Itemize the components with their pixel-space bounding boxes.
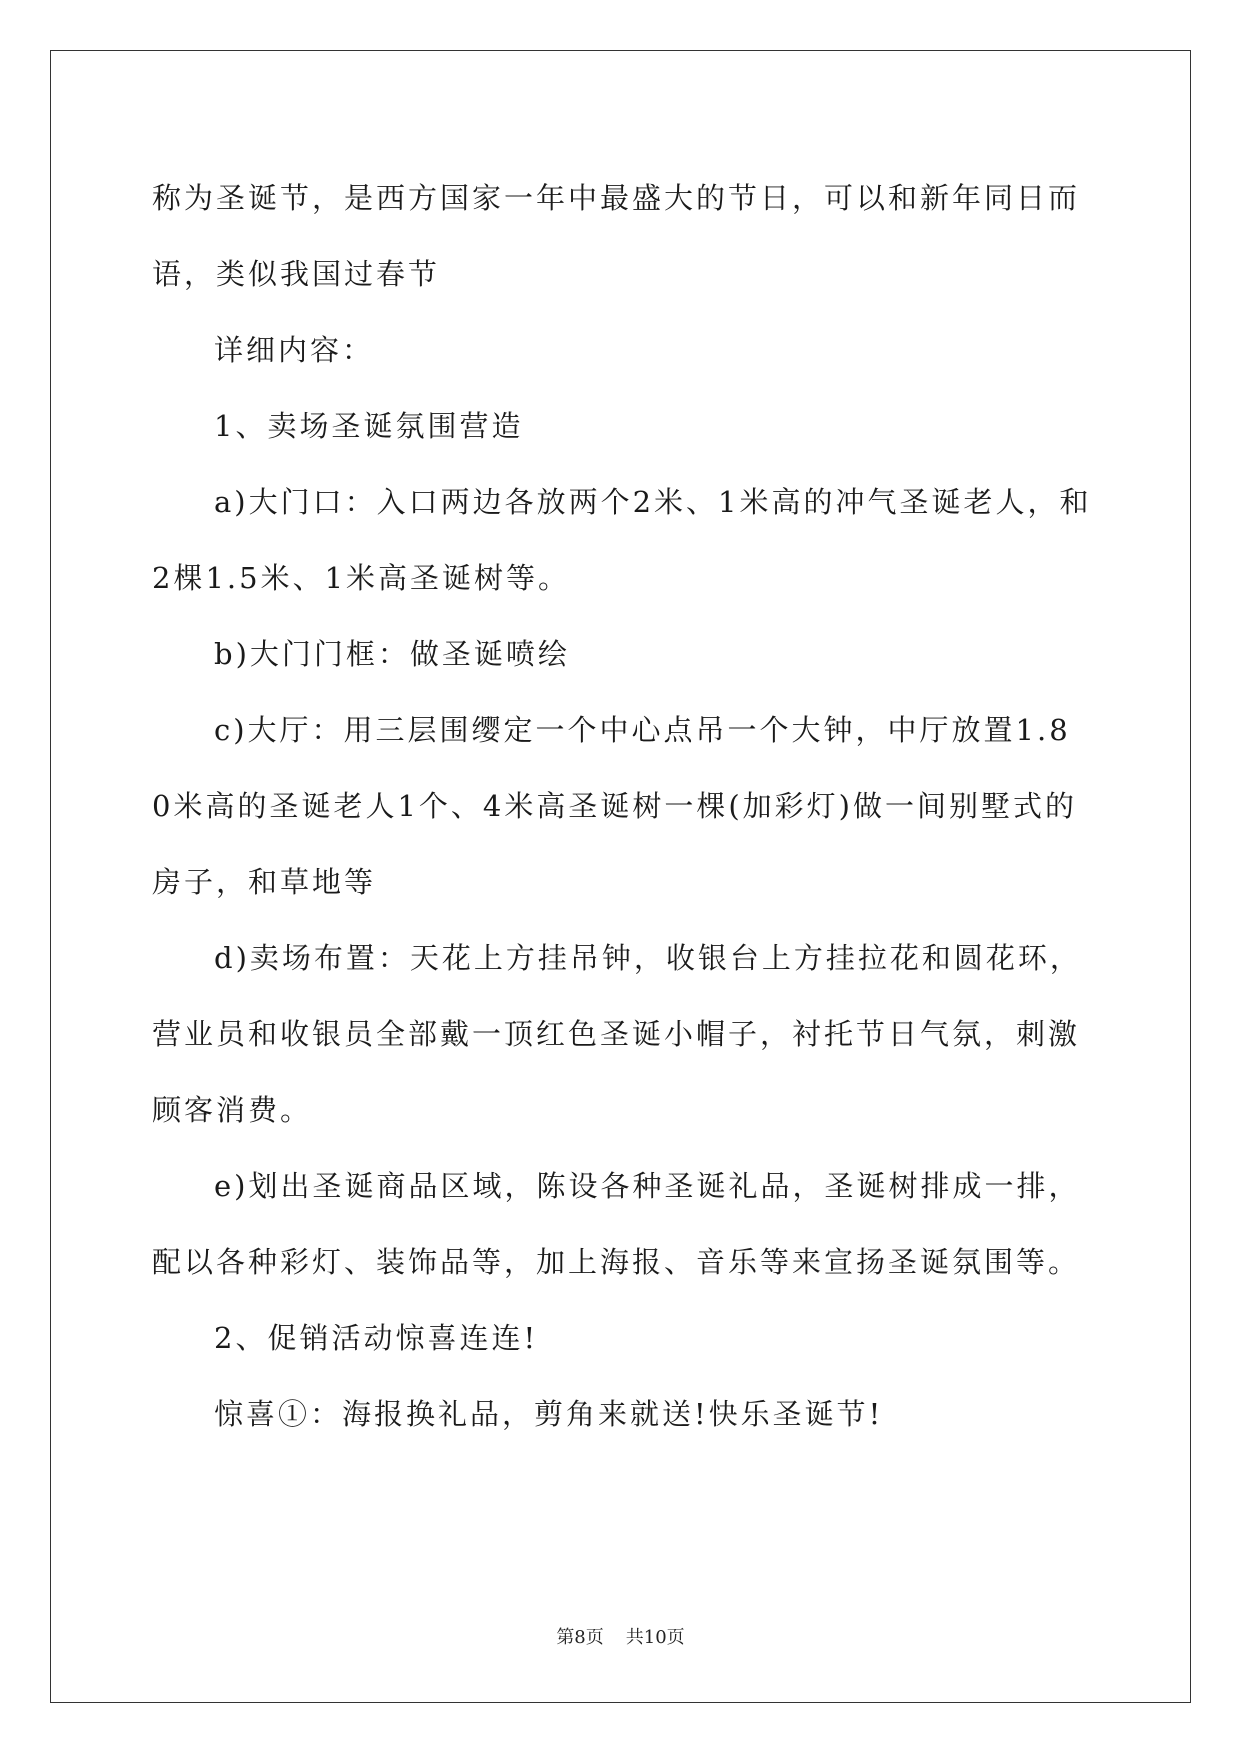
paragraph-item-c: c)大厅：用三层围缨定一个中心点吊一个大钟，中厅放置1.80米高的圣诞老人1个、4米高圣诞树一棵(加彩灯)做一间别墅式的房子，和草地等	[152, 713, 1077, 899]
paragraph-item-d: d)卖场布置：天花上方挂吊钟，收银台上方挂拉花和圆花环，营业员和收银员全部戴一顶红色圣诞小帽子，衬托节日气氛，刺激顾客消费。	[152, 941, 1082, 1127]
page-total: 共10页	[625, 1627, 685, 1648]
page-footer	[0, 1623, 1241, 1649]
page-number: 第8页	[556, 1627, 604, 1648]
paragraph-section-2-heading: 2、促销活动惊喜连连!	[214, 1321, 539, 1355]
paragraph-section-1-heading: 1、卖场圣诞氛围营造	[214, 409, 524, 443]
paragraph-intro-continued: 称为圣诞节，是西方国家一年中最盛大的节日，可以和新年同日而语，类似我国过春节	[152, 181, 1081, 291]
paragraph-surprise-1: 惊喜①：海报换礼品，剪角来就送!快乐圣诞节!	[214, 1397, 884, 1431]
document-body	[152, 160, 1092, 1452]
paragraph-item-b: b)大门门框：做圣诞喷绘	[214, 637, 570, 671]
paragraph-item-a: a)大门口：入口两边各放两个2米、1米高的冲气圣诞老人，和2棵1.5米、1米高圣诞树等。	[152, 485, 1092, 595]
paragraph-details-heading: 详细内容：	[214, 333, 375, 367]
paragraph-item-e: e)划出圣诞商品区域，陈设各种圣诞礼品，圣诞树排成一排，配以各种彩灯、装饰品等，加上海报、音乐等来宣扬圣诞氛围等。	[152, 1169, 1081, 1279]
